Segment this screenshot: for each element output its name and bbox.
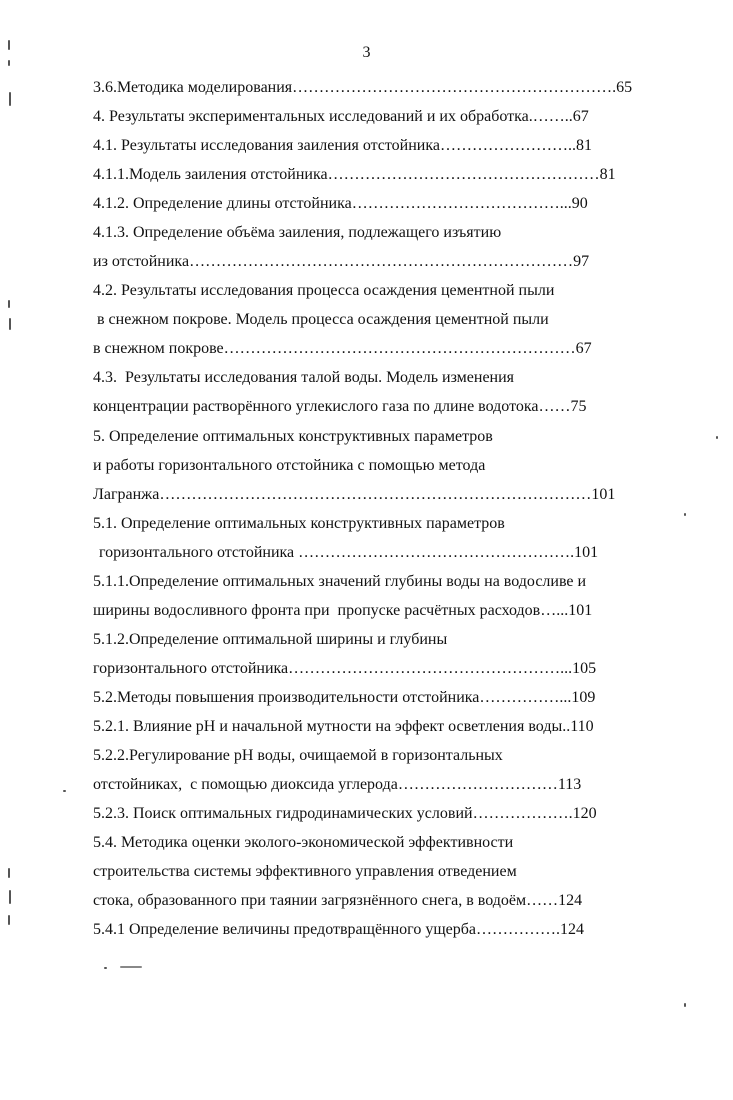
toc-line: отстойниках, с помощью диоксида углерода…………………………113 [93,776,582,793]
scan-speck [684,1003,686,1007]
toc-line: Лагранжа………………………………………………………………………101 [93,486,616,503]
toc-line: 5.1.1.Определение оптимальных значений глубины воды на водосливе и [93,573,587,590]
toc-line: ширины водосливного фронта при пропуске расчётных расходов…...101 [93,602,593,619]
scan-speck [9,890,11,904]
toc-line: 5.1. Определение оптимальных конструктивных параметров [93,515,505,532]
toc-line: концентрации растворённого углекислого газа по длине водотока……75 [93,398,587,415]
toc-line: 4. Результаты экспериментальных исследований и их обработка.……..67 [93,108,589,125]
toc-line: строительства системы эффективного управления отведением [93,863,517,880]
toc-line: 4.1. Результаты исследования заиления отстойника……………………..81 [93,137,592,154]
toc-line: 4.3. Результаты исследования талой воды. Модель изменения [93,369,515,386]
toc-line: 5.4.1 Определение величины предотвращённого ущерба…………….124 [93,921,584,938]
page-number: 3 [362,44,371,61]
scan-speck [684,513,686,516]
toc-line: 5.4. Методика оценки эколого-экономической эффективности [93,834,514,851]
toc-line: 5. Определение оптимальных конструктивных параметров [93,428,493,445]
toc-line: 3.6.Методика моделирования…………………………………………………….65 [93,79,633,96]
toc-line: в снежном покрове. Модель процесса осаждения цементной пыли [97,311,549,328]
scan-speck [716,436,718,439]
toc-line: стока, образованного при таянии загрязнённого снега, в водоём……124 [93,892,583,909]
toc-line: горизонтального отстойника……………………………………………...105 [93,660,597,677]
toc-line: 5.2.Методы повышения производительности отстойника……………...109 [93,689,596,706]
toc-line: 4.1.3. Определение объёма заиления, подлежащего изъятию [93,224,502,241]
toc-line: в снежном покрове…………………………………………………………67 [93,340,592,357]
scan-speck [8,60,10,66]
toc-line: горизонтального отстойника …………………………………………….101 [99,544,599,561]
toc-line: 5.2.2.Регулирование рН воды, очищаемой в горизонтальных [93,747,503,764]
toc-line: 4.1.1.Модель заиления отстойника……………………………………………81 [93,166,616,183]
scan-speck [9,318,11,330]
scan-speck [120,966,142,968]
scan-speck [8,300,10,308]
toc-line: 4.2. Результаты исследования процесса осаждения цементной пыли [93,282,555,299]
scan-speck [63,790,66,792]
scan-speck [8,868,10,878]
toc-line: 5.2.1. Влияние рН и начальной мутности на эффект осветления воды..110 [93,718,594,735]
toc-line: и работы горизонтального отстойника с помощью метода [93,457,486,474]
toc-line: 4.1.2. Определение длины отстойника…………………………………...90 [93,195,588,212]
toc-line: из отстойника………………………………………………………………97 [93,253,590,270]
scan-speck [104,967,107,969]
scan-speck [8,915,10,925]
scan-speck [9,92,11,106]
toc-line: 5.2.3. Поиск оптимальных гидродинамических условий……………….120 [93,805,597,822]
scan-speck [8,40,10,50]
toc-line: 5.1.2.Определение оптимальной ширины и глубины [93,631,448,648]
